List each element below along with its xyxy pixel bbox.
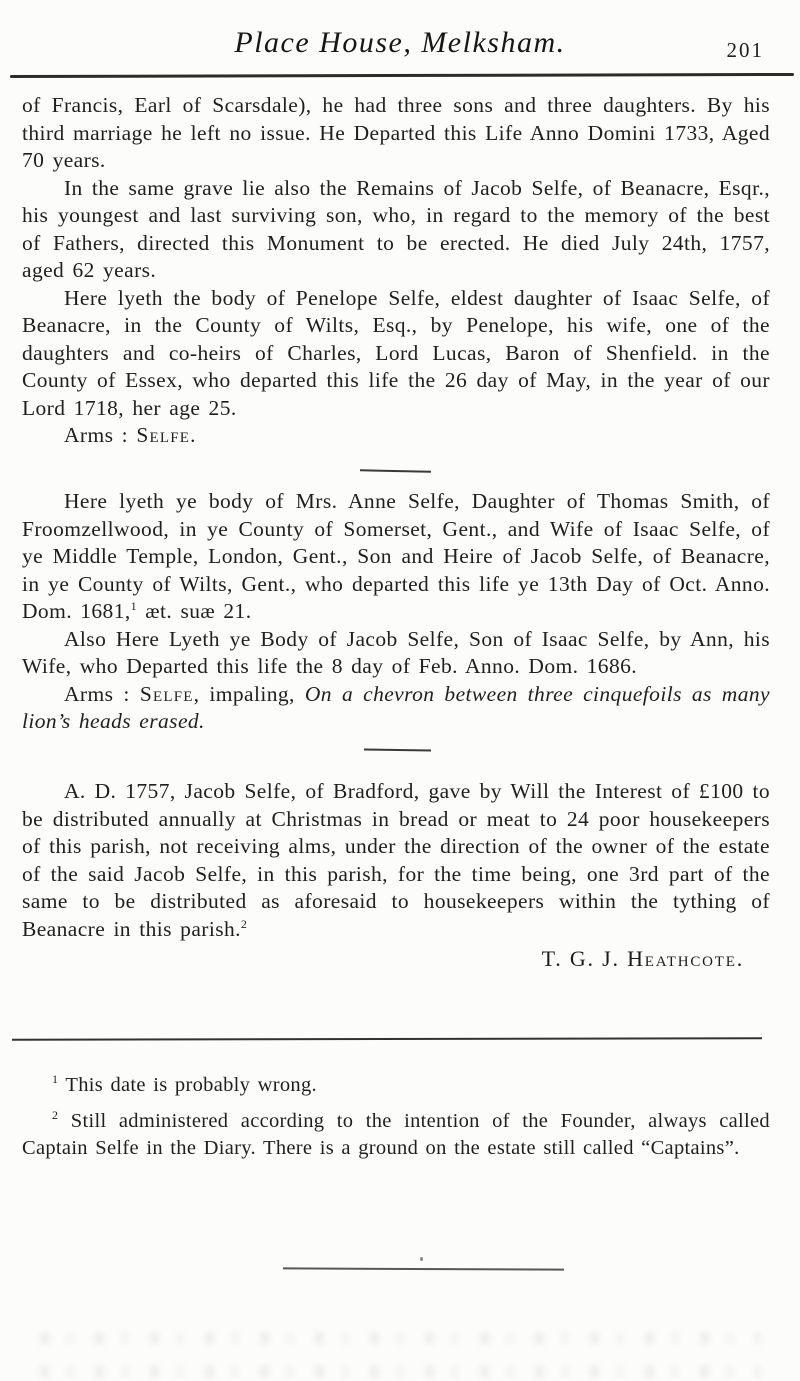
footnote-ref-2: 2 [240, 916, 248, 931]
running-title: Place House, Melksham. [234, 26, 566, 59]
arms-selfe-line [22, 422, 770, 450]
footnote-2 [22, 1108, 770, 1163]
footnote-2-text: Still administered according to the intention of the Founder, always called Captain Selfe in the Diary. There is a ground on the estate still called “Captains”. [22, 1109, 770, 1159]
paragraph-penelope: Here lyeth the body of Penelope Selfe, eldest daughter of Isaac Selfe, of Beanacre, in the County of Wilts, Esq., by Penelope, his wife, one of the daughters and co-heirs of Charles, Lord Lucas, Baron of Shenfield. in the County of Essex, who departed this life the 26 day of May, in the year of our Lord 1718, her age 25. [22, 285, 770, 420]
section-divider-2 [364, 749, 431, 752]
page-number: 201 [726, 38, 764, 62]
ink-speck [420, 1257, 423, 1261]
arms-impaling-line [22, 681, 770, 736]
anne-tail: æt. suæ 21. [137, 599, 252, 623]
text-block-bequest [22, 778, 770, 943]
text-block-anne-selfe [22, 488, 770, 736]
author-signature: T. G. J. Heathcote. [541, 946, 744, 971]
paragraph-jacob-son: Also Here Lyeth ye Body of Jacob Selfe, Son of Isaac Selfe, by Ann, his Wife, who Departed this life the 8 day of Feb. Anno. Dom. 1686. [22, 626, 770, 678]
footnote-ref-1: 1 [130, 598, 138, 613]
arms-name-2: Selfe [139, 681, 194, 706]
footnote-2-marker: 2 [52, 1107, 59, 1122]
text-block-monument [22, 92, 770, 450]
arms-mid: , impaling, [193, 681, 305, 706]
bequest-text: A. D. 1757, Jacob Selfe, of Bradford, gave by Will the Interest of £100 to be distributed annually at Christmas in bread or meat to 24 poor housekeepers of this parish, not receiving alms, under the direction of the owner of the estate of the said Jacob Selfe, in this parish, for the time being, one 3rd part of the same to be distributed as aforesaid to housekeepers within the tything of Beanacre in this parish. [22, 779, 770, 941]
bleed-through-noise [40, 1366, 760, 1378]
footnote-rule [12, 1037, 762, 1041]
section-divider-1 [360, 469, 431, 472]
paragraph-scarsdale: of Francis, Earl of Scarsdale), he had three sons and three daughters. By his third marriage he left no issue. He Departed this Life Anno Domini 1733, Aged 70 years. [22, 93, 770, 172]
anne-text: Here lyeth ye body of Mrs. Anne Selfe, Daughter of Thomas Smith, of Froomzellwood, in ye County of Somerset, Gent., and Wife of Isaac Selfe, of ye Middle Temple, London, Gent., Son and Heire of Jacob Selfe, of Beanacre, in ye County of Wilts, Gent., who departed this life ye 13th Day of Oct. Anno. Dom. 1681, [22, 489, 770, 623]
footnotes-section [22, 1072, 770, 1163]
end-divider [283, 1267, 564, 1270]
footnote-1-text: This date is probably wrong. [65, 1074, 317, 1096]
footnote-1 [22, 1072, 770, 1100]
arms-label: Arms : [64, 423, 129, 447]
paragraph-anne-selfe [22, 488, 770, 626]
arms-period: . [190, 423, 196, 447]
footnote-1-marker: 1 [52, 1072, 59, 1087]
arms-label-2: Arms : [64, 681, 130, 706]
bleed-through-noise [40, 1332, 760, 1344]
arms-blazon: On a chevron between three cinquefoils as many lion’s heads erased. [22, 681, 770, 733]
paragraph-jacob-grave: In the same grave lie also the Remains of Jacob Selfe, of Beanacre, Esqr., his youngest and last surviving son, who, in regard to the memory of the best of Fathers, directed this Monument to be erected. He died July 24th, 1757, aged 62 years. [22, 175, 770, 282]
paragraph-bequest [22, 778, 770, 943]
arms-name: Selfe [136, 423, 191, 447]
header-rule [10, 73, 794, 78]
